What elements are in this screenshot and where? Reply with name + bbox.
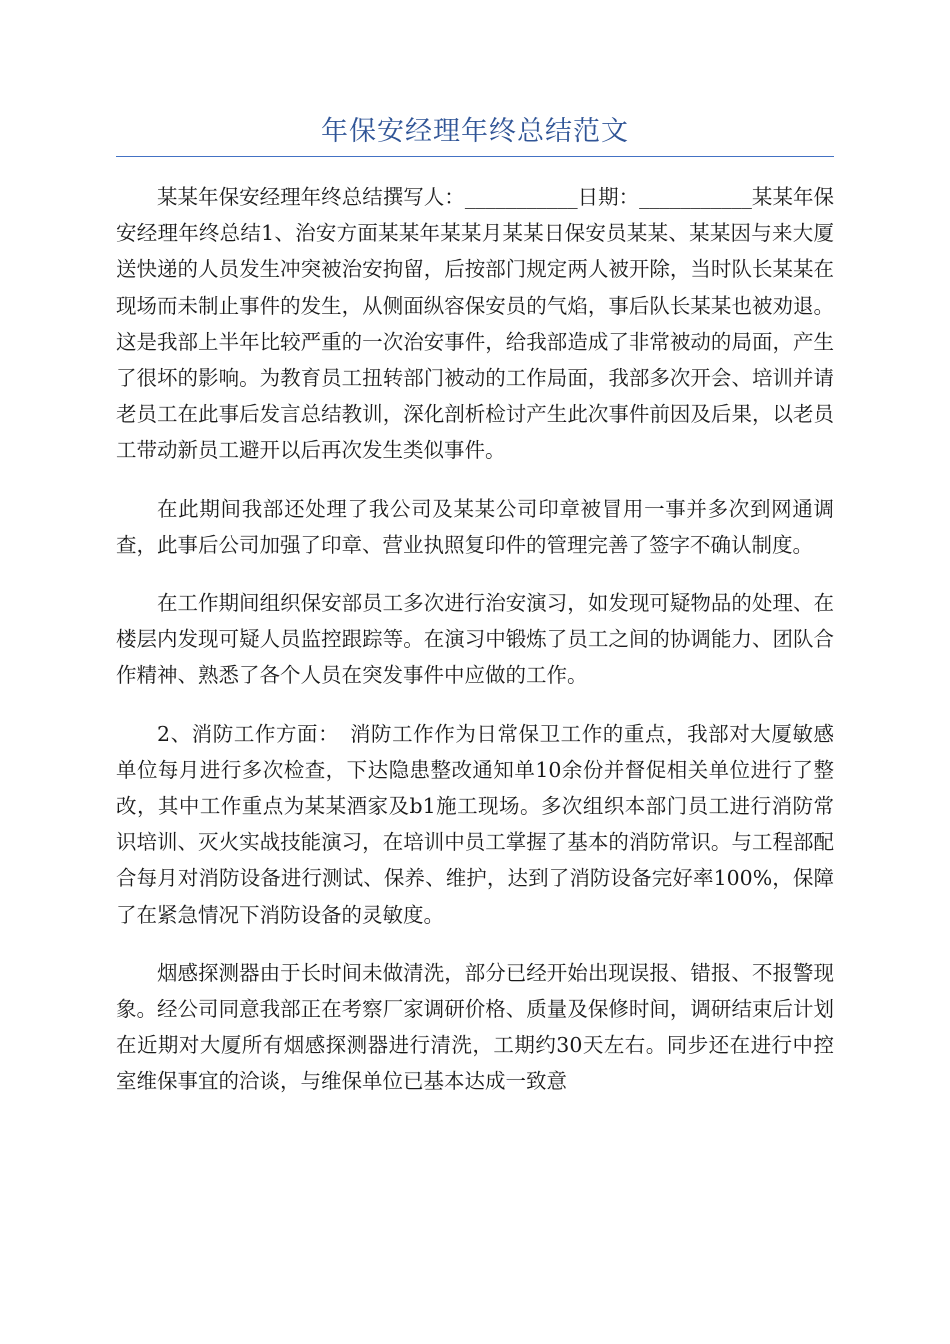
paragraph-fire-safety: 2、消防工作方面： 消防工作作为日常保卫工作的重点，我部对大厦敏感单位每月进行多次检查，下达隐患整改通知单10余份并督促相关单位进行了整改，其中工作重点为某某酒家及b1施工现场。多次组织本部门员工进行消防常识培训、灭火实战技能演习，在培训中员工掌握了基本的消防常识。与工程部配合每月对消防设备进行测试、保养、维护，达到了消防设备完好率100%，保障了在紧急情况下消防设备的灵敏度。	[116, 721, 834, 927]
document-title: 年保安经理年终总结范文	[321, 116, 629, 147]
paragraph-security-incident: 某某年保安经理年终总结撰写人：___________日期：___________某某年保安经理年终总结1、治安方面某某年某某月某某日保安员某某、某某因与来大厦送快递的人员发生冲突被治安拘留，后按部门规定两人被开除，当时队长某某在现场而未制止事件的发生，从侧面纵容保安员的气焰，事后队长某某也被劝退。这是我部上半年比较严重的一次治安事件，给我部造成了非常被动的局面，产生了很坏的影响。为教育员工扭转部门被动的工作局面，我部多次开会、培训并请老员工在此事后发言总结教训，深化剖析检讨产生此次事件前因及后果，以老员工带动新员工避开以后再次发生类似事件。	[116, 185, 834, 463]
paragraph-seal-misuse: 在此期间我部还处理了我公司及某某公司印章被冒用一事并多次到网通调查，此事后公司加强了印章、营业执照复印件的管理完善了签字不确认制度。	[116, 496, 834, 557]
paragraph-smoke-detectors: 烟感探测器由于长时间未做清洗，部分已经开始出现误报、错报、不报警现象。经公司同意我部正在考察厂家调研价格、质量及保修时间，调研结束后计划在近期对大厦所有烟感探测器进行清洗，工期约30天左右。同步还在进行中控室维保事宜的洽谈，与维保单位已基本达成一致意	[116, 960, 834, 1094]
document-page	[116, 0, 834, 1100]
title-underline	[116, 156, 834, 157]
document-body	[116, 179, 834, 1100]
paragraph-security-drills: 在工作期间组织保安部员工多次进行治安演习，如发现可疑物品的处理、在楼层内发现可疑人员监控跟踪等。在演习中锻炼了员工之间的协调能力、团队合作精神、熟悉了各个人员在突发事件中应做的工作。	[116, 591, 834, 688]
